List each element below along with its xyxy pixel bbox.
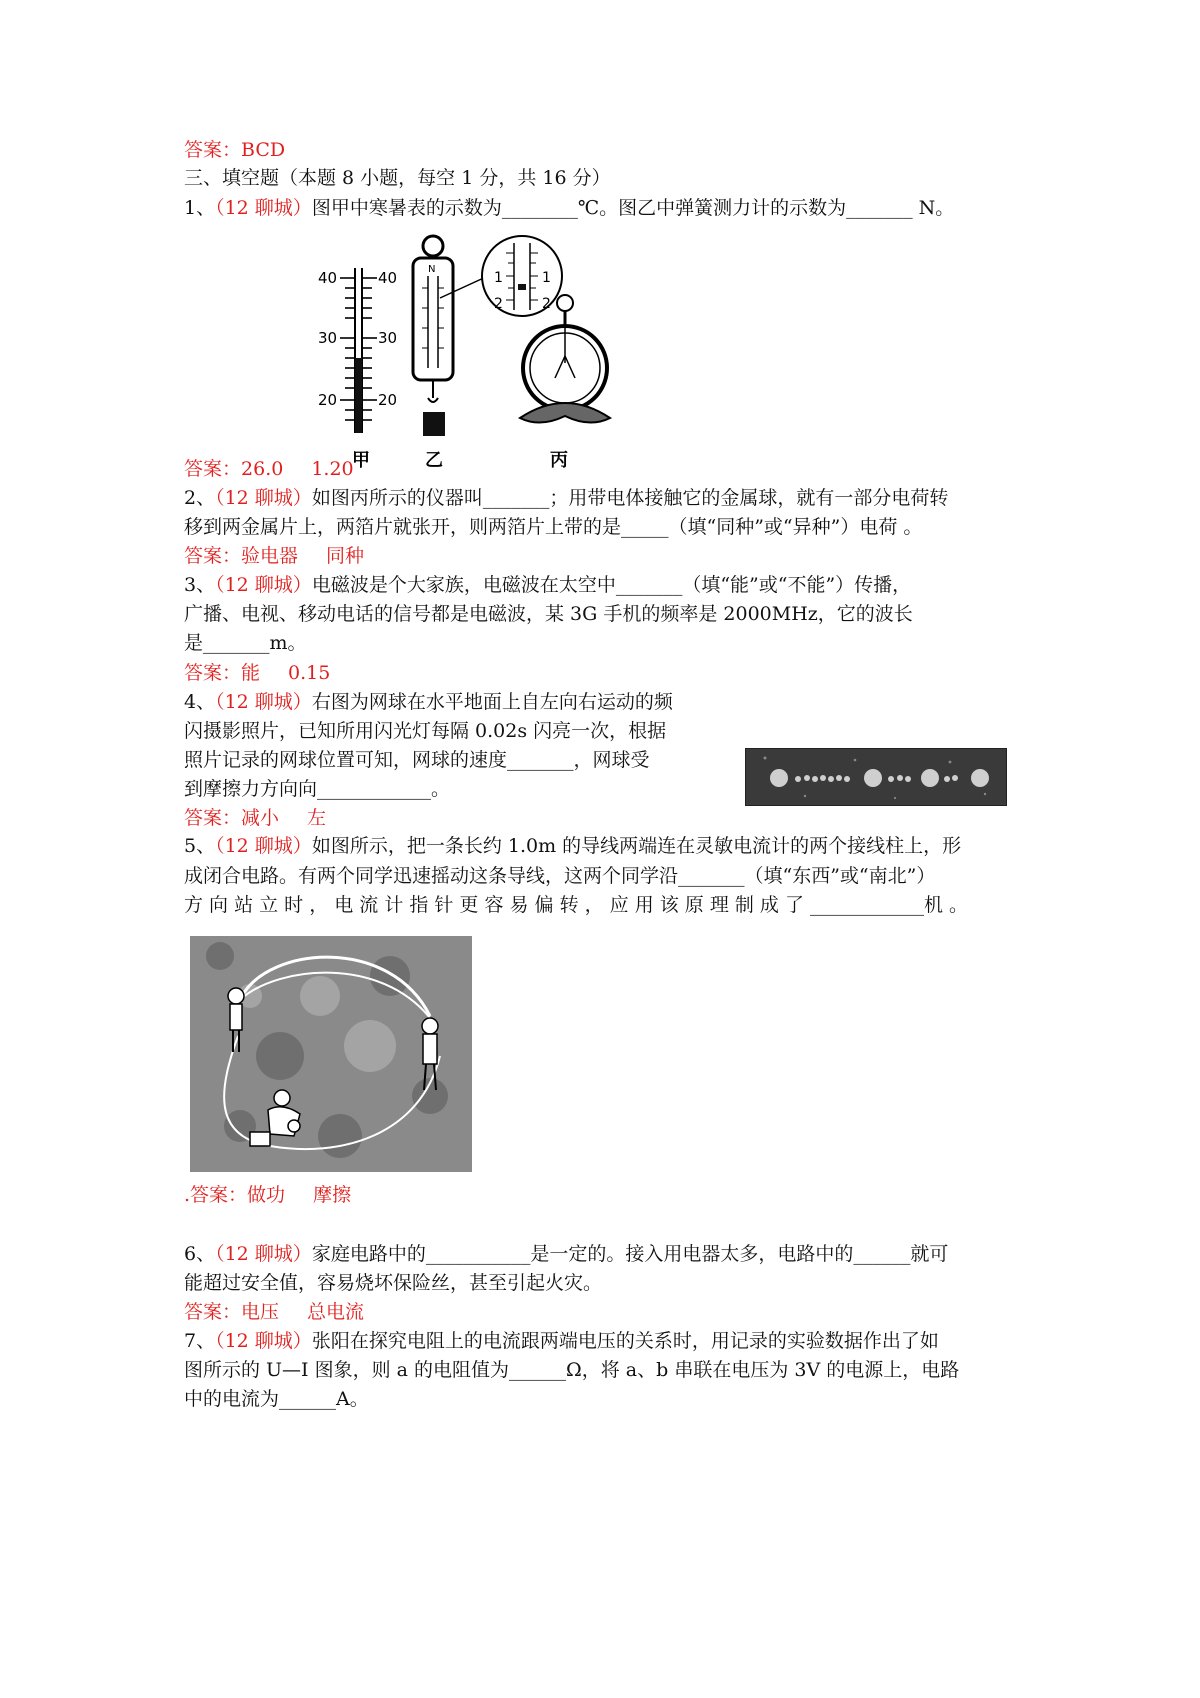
q2-answer (184, 544, 392, 568)
answer-value: 1.20 (311, 458, 354, 480)
question-source-tag: （12 聊城） (215, 1243, 312, 1265)
question-4-line-2: 闪摄影照片，已知所用闪光灯每隔 0.02s 闪亮一次，根据 (184, 720, 667, 742)
ball-mark (921, 769, 939, 787)
q6-answer (184, 1300, 392, 1324)
question-3-line-2: 广播、电视、移动电话的信号都是电磁波，某 3G 手机的频率是 2000MHz，它的波长 (184, 603, 913, 625)
answer-label: 答案： (184, 458, 242, 480)
question-text: 家庭电路中的___________是一定的。接入用电器太多，电路中的______就可 (311, 1243, 949, 1265)
question-source-tag: （12 聊城） (215, 197, 312, 219)
question-5-line-2: 成闭合电路。有两个同学迅速摇动这条导线，这两个同学沿_______（填“东西”或“南北”） (184, 865, 936, 887)
question-text: 图甲中寒暑表的示数为________℃。图乙中弹簧测力计的示数为_______ N。 (311, 197, 955, 219)
question-number: 4、 (184, 691, 216, 713)
ball-mark (971, 769, 989, 787)
question-5 (184, 834, 961, 858)
scale-tick-label: 1 (494, 270, 503, 286)
question-7 (184, 1329, 939, 1353)
question-6 (184, 1242, 948, 1266)
question-number: 5、 (184, 835, 216, 857)
answer-value: 摩擦 (313, 1184, 352, 1206)
answer-value: 验电器 (241, 545, 299, 567)
question-text: 如图所示，把一条长约 1.0m 的导线两端连在灵敏电流计的两个接线柱上，形 (311, 835, 962, 857)
question-number: 2、 (184, 487, 216, 509)
question-3-line-3: 是_______m。 (184, 632, 307, 654)
answer-value: 左 (307, 807, 327, 829)
q1-answer (184, 457, 382, 481)
question-2 (184, 486, 948, 510)
question-4-line-3: 照片记录的网球位置可知，网球的速度_______，网球受 (184, 749, 650, 771)
q4-strobe-photo (745, 748, 1007, 806)
q5-answer (184, 1183, 379, 1207)
figure-label-bing: 丙 (550, 450, 568, 471)
answer-value: 总电流 (307, 1301, 365, 1323)
question-text: 张阳在探究电阻上的电流跟两端电压的关系时，用记录的实验数据作出了如 (311, 1330, 939, 1352)
question-text: 右图为网球在水平地面上自左向右运动的频 (311, 691, 673, 713)
thermo-tick-label: 20 (318, 391, 338, 409)
scale-tick-label: 2 (494, 296, 503, 312)
q3-answer (184, 661, 358, 685)
answer-label: 答案： (184, 1301, 242, 1323)
ball-mark (864, 769, 882, 787)
answer-label: .答案： (184, 1184, 248, 1206)
scale-tick-label: 1 (542, 270, 551, 286)
question-4-line-4: 到摩擦力方向向____________。 (184, 778, 451, 800)
thermo-tick-label: 30 (318, 329, 338, 347)
thermo-tick-label: 40 (378, 269, 398, 287)
answer-value: 26.0 (241, 458, 284, 480)
scale-unit-label: N (428, 264, 436, 275)
answer-value: 0.15 (288, 662, 331, 684)
figure-label-jia: 甲 (352, 450, 370, 471)
answer-value: 能 (241, 662, 261, 684)
question-7-line-2: 图所示的 U—I 图象，则 a 的电阻值为______Ω，将 a、b 串联在电压为 3V 的电源上，电路 (184, 1359, 960, 1381)
question-source-tag: （12 聊城） (215, 1330, 312, 1352)
question-text: 电磁波是个大家族，电磁波在太空中_______（填“能”或“不能”）传播， (311, 574, 912, 596)
answer-label: 答案： (184, 545, 242, 567)
q1-figure (300, 228, 630, 473)
question-5-line-3: 方 向 站 立 时 ， 电 流 计 指 针 更 容 易 偏 转 ， 应 用 该 原 理 制 成 了 ____________机 。 (184, 894, 969, 916)
question-2-line-2: 移到两金属片上，两箔片就张开，则两箔片上带的是_____（填“同种”或“异种”）电荷 。 (184, 516, 923, 538)
answer-label: 答案： (184, 662, 242, 684)
electroscope-drawing (520, 295, 610, 471)
top-answer: 答案：BCD (184, 139, 286, 161)
answer-value: 电压 (241, 1301, 280, 1323)
question-source-tag: （12 聊城） (215, 835, 312, 857)
question-1 (184, 196, 954, 220)
question-number: 6、 (184, 1243, 216, 1265)
q5-illustration (190, 936, 472, 1172)
question-6-line-2: 能超过安全值，容易烧坏保险丝，甚至引起火灾。 (184, 1272, 603, 1294)
answer-label: 答案： (184, 807, 242, 829)
scale-tick-label: 2 (542, 296, 551, 312)
answer-value: 减小 (241, 807, 280, 829)
q4-answer (184, 806, 354, 830)
answer-value: 做功 (247, 1184, 286, 1206)
section-title: 三、填空题（本题 8 小题，每空 1 分，共 16 分） (184, 167, 611, 189)
question-7-line-3: 中的电流为______A。 (184, 1388, 369, 1410)
question-source-tag: （12 聊城） (215, 487, 312, 509)
question-text: 如图丙所示的仪器叫_______；用带电体接触它的金属球，就有一部分电荷转 (311, 487, 949, 509)
question-number: 3、 (184, 574, 216, 596)
question-source-tag: （12 聊城） (215, 574, 312, 596)
thermo-tick-label: 40 (318, 269, 338, 287)
answer-value: 同种 (326, 545, 365, 567)
thermo-tick-label: 30 (378, 329, 398, 347)
ball-mark (770, 769, 788, 787)
question-number: 1、 (184, 197, 216, 219)
question-4 (184, 690, 673, 714)
question-number: 7、 (184, 1330, 216, 1352)
question-source-tag: （12 聊城） (215, 691, 312, 713)
thermo-tick-label: 20 (378, 391, 398, 409)
question-3 (184, 573, 911, 597)
thermometer-drawing (318, 268, 397, 471)
figure-label-yi: 乙 (425, 450, 443, 471)
